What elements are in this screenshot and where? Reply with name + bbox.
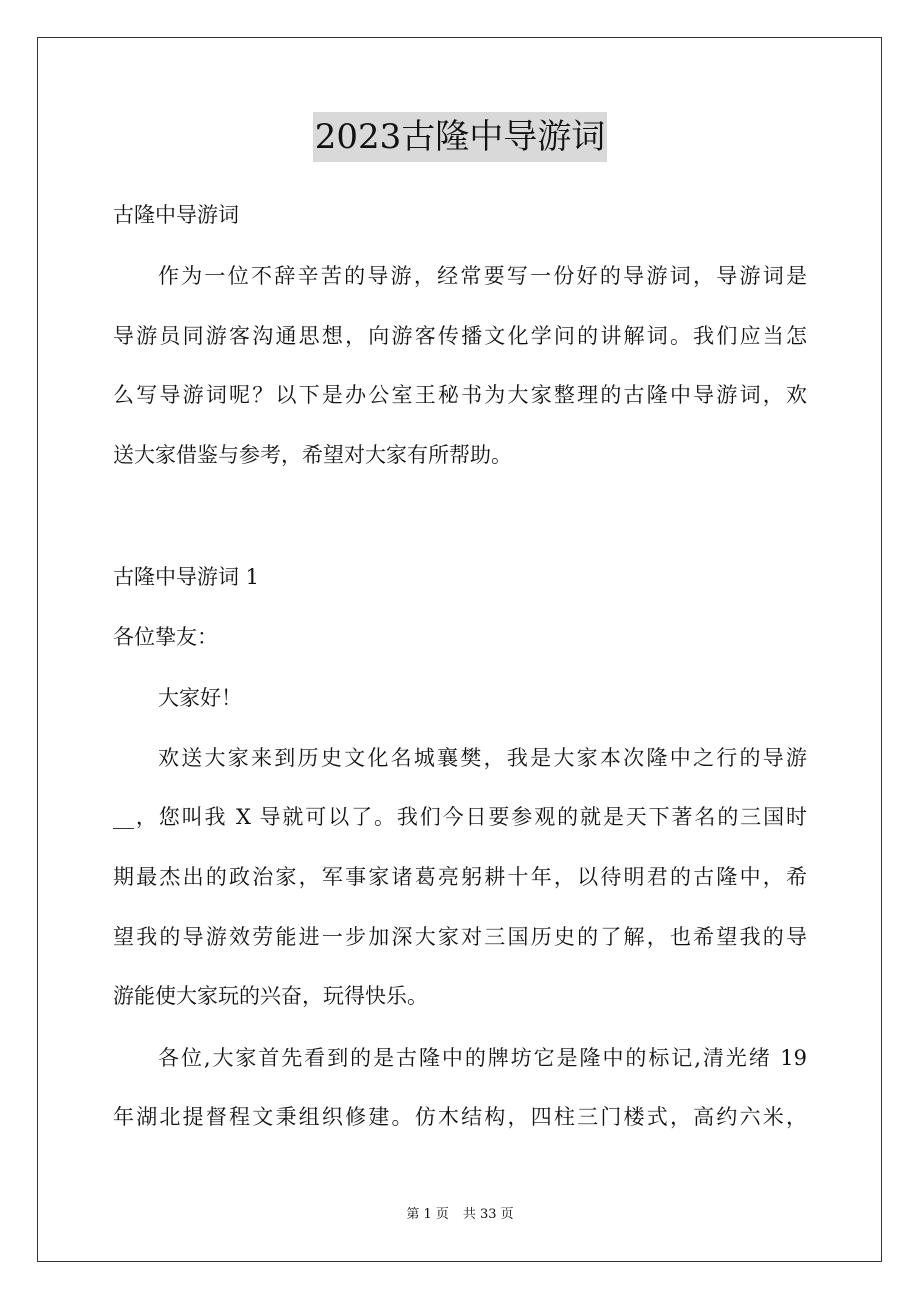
intro-line: 送大家借鉴与参考，希望对大家有所帮助。 [113,443,512,467]
body-line: 各位,大家首先看到的是古隆中的牌坊它是隆中的标记,清光绪 19 [158,1046,807,1070]
greeting: 大家好！ [158,686,242,710]
salutation: 各位挚友： [113,625,218,649]
page-number: 第 1 页 [406,1207,449,1222]
title-container [0,112,920,162]
intro-line: 作为一位不辞辛苦的导游，经常要写一份好的导游词，导游词是 [158,264,807,288]
page-footer [0,1206,920,1224]
document-title: 2023古隆中导游词 [313,112,608,162]
body-line: 游能使大家玩的兴奋，玩得快乐。 [113,984,428,1008]
body-line: 年湖北提督程文秉组织修建。仿木结构，四柱三门楼式，高约六米， [113,1105,807,1129]
body-line: 望我的导游效劳能进一步加深大家对三国历史的了解，也希望我的导 [113,925,807,949]
subtitle: 古隆中导游词 [113,203,239,227]
section-heading: 古隆中导游词 1 [113,565,260,589]
page-total: 共 33 页 [462,1207,514,1222]
intro-line: 么写导游词呢？以下是办公室王秘书为大家整理的古隆中导游词，欢 [113,383,807,407]
body-line: 欢送大家来到历史文化名城襄樊，我是大家本次隆中之行的导游 [158,746,807,770]
intro-line: 导游员同游客沟通思想，向游客传播文化学问的讲解词。我们应当怎 [113,324,807,348]
body-line: __，您叫我 X 导就可以了。我们今日要参观的就是天下著名的三国时 [113,805,807,829]
body-line: 期最杰出的政治家，军事家诸葛亮躬耕十年，以待明君的古隆中，希 [113,865,807,889]
